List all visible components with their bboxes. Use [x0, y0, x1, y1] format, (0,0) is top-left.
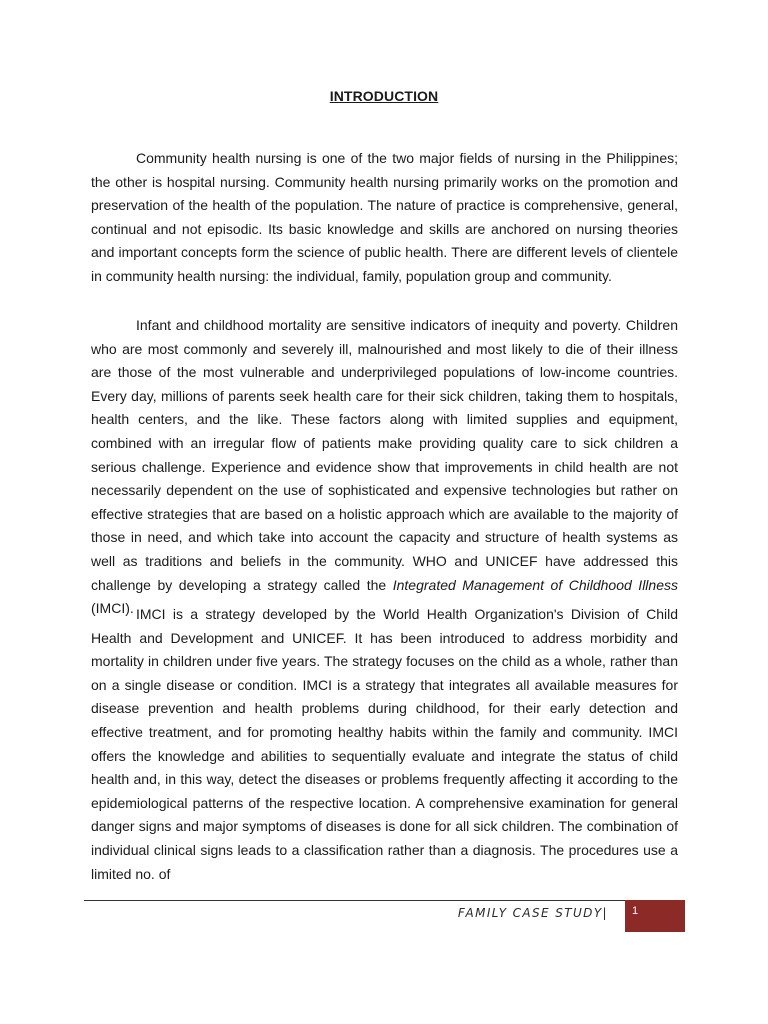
page-number: 1: [632, 905, 639, 917]
page-number-badge: [625, 900, 685, 932]
footer-label: [458, 906, 608, 920]
imci-italic-term: Integrated Management of Childhood Illness: [392, 576, 678, 593]
footer-divider: [84, 900, 625, 901]
paragraph-text-before-italic: Infant and childhood mortality are sensitive indicators of inequity and poverty. Children who are most commonly and severely ill, malnourished and most likely to die of their illness are those of the most vulnerable and underprivileged populations of low-income countries. Every day, millions of parents seek health care for their sick children, taking them to hospitals, health centers, and the like. These factors along with limited supplies and equipment, combined with an irregular flow of patients make providing quality care to sick children a serious challenge. Experience and evidence show that improvements in child health are not necessarily dependent on the use of sophisticated and expensive technologies but rather on effective strategies that are based on a holistic approach which are available to the majority of those in need, and which take into account the capacity and structure of health systems as well as traditions and beliefs in the community. WHO and UNICEF have addressed this challenge by developing a strategy called the: [91, 317, 678, 593]
paragraph-childhood-mortality: [91, 314, 678, 621]
paragraph-text: Community health nursing is one of the two major fields of nursing in the Philippines; the other is hospital nursing. Community health nursing primarily works on the promotion and preservation of the health of the population. The nature of practice is comprehensive, general, continual and not episodic. Its basic knowledge and skills are anchored on nursing theories and important concepts form the science of public health. There are different levels of clientele in community health nursing: the individual, family, population group and community.: [91, 150, 678, 284]
paragraph-text-after-italic: (IMCI).: [91, 600, 134, 617]
page-title: INTRODUCTION: [329, 88, 439, 104]
paragraph-imci-strategy: [91, 603, 678, 886]
paragraph-text: [91, 314, 678, 621]
footer-separator: |: [602, 906, 608, 920]
paragraph-text: IMCI is a strategy developed by the World Health Organization's Division of Child Health and Development and UNICEF. It has been introduced to address morbidity and mortality in children under five years. The strategy focuses on the child as a whole, rather than on a single disease or condition. IMCI is a strategy that integrates all available measures for disease prevention and health problems during childhood, for their early detection and effective treatment, and for promoting healthy habits within the family and community. IMCI offers the knowledge and abilities to sequentially evaluate and integrate the status of child health and, in this way, detect the diseases or problems frequently affecting it according to the epidemiological patterns of the respective location. A comprehensive examination for general danger signs and major symptoms of diseases is done for all sick children. The combination of individual clinical signs leads to a classification rather than a diagnosis. The procedures use a limited no. of: [91, 606, 678, 882]
paragraph-community-health: [91, 147, 678, 289]
footer-title: FAMILY CASE STUDY: [457, 906, 603, 920]
